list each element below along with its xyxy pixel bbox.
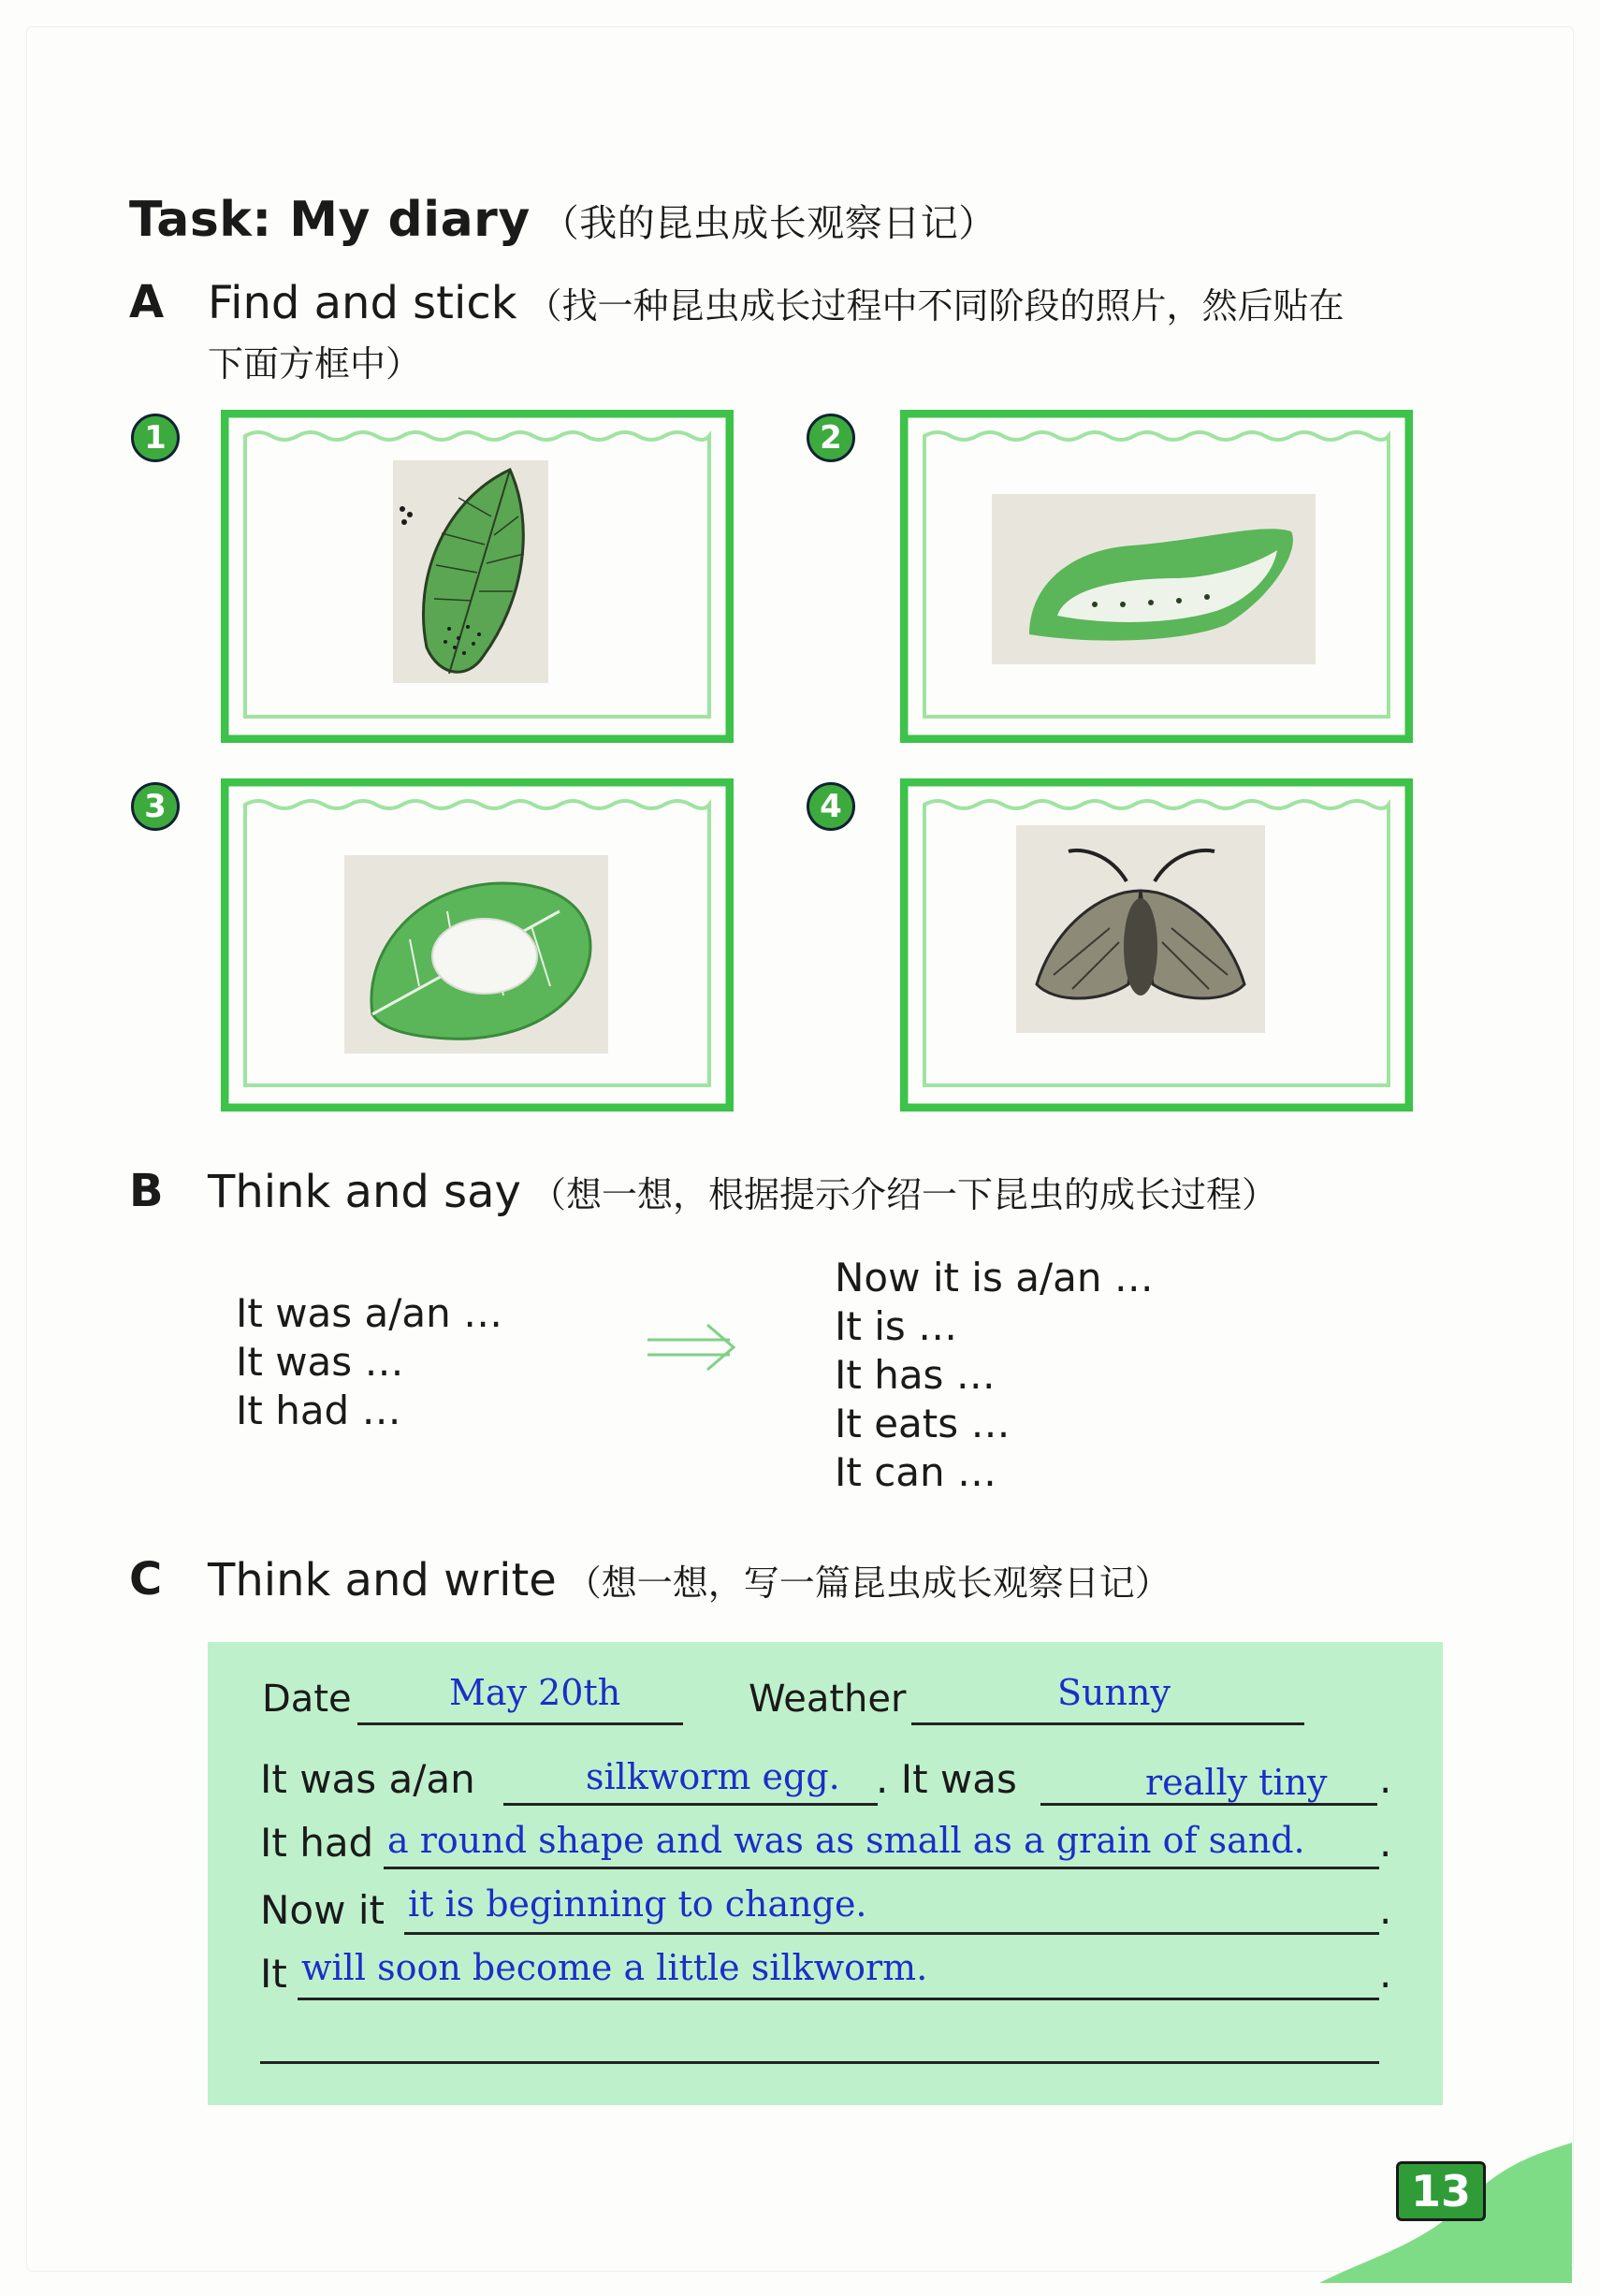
frame-3 [221,778,734,1112]
section-c-letter: C [129,1553,163,1606]
row3-field[interactable]: it is beginning to change. [408,1883,867,1925]
row2-field[interactable]: a round shape and was as small as a grain of sand. [387,1820,1305,1861]
after-cue: It eats … [835,1401,1011,1446]
after-cue: It has … [835,1352,996,1398]
before-cue: It had … [236,1388,401,1433]
date-line [357,1722,683,1725]
page-number-tab [1319,2143,1572,2287]
frame-1-number-badge: 1 [131,414,180,462]
section-a-instruction-line2: 下面方框中） [208,343,422,385]
section-a-heading [208,277,1345,329]
row1-label: It was a/an [260,1756,475,1802]
section-c-heading [208,1554,1171,1606]
row2-label: It had [260,1820,374,1866]
before-cues [236,1289,502,1435]
frame-2 [900,410,1413,743]
after-cue: It can … [835,1449,997,1495]
arrow-icon [646,1319,739,1375]
before-cue: It was … [236,1339,404,1385]
row1-field[interactable]: silkworm egg. [586,1756,840,1797]
section-c-title: Think and write [208,1554,557,1606]
weather-label: Weather [749,1678,907,1721]
row2-line [384,1867,1379,1869]
section-a-instruction: （找一种昆虫成长过程中不同阶段的照片，然后贴在 [526,285,1345,327]
cocoon-on-leaf-image [344,855,608,1054]
frame-1 [221,410,734,743]
frame-4 [900,778,1413,1112]
after-cue: It is … [835,1303,958,1349]
section-a-letter: A [129,276,165,328]
section-b-heading [208,1166,1277,1218]
frame-4-number-badge: 4 [807,782,855,831]
row2-period: . [1379,1820,1392,1866]
moth-image [1016,825,1265,1033]
row1-field2[interactable]: really tiny [1145,1762,1328,1803]
row1-period: . [1379,1756,1392,1802]
silkworm-larva-image [992,494,1316,664]
row3-line [404,1932,1379,1935]
title-chinese: （我的昆虫成长观察日记） [541,202,996,245]
weather-field[interactable]: Sunny [1057,1672,1171,1713]
before-cue: It was a/an … [236,1290,503,1336]
page-title [129,192,996,248]
row1-line [503,1803,878,1806]
diary-writing-box [208,1642,1443,2105]
row4-label: It [260,1951,287,1997]
frame-3-number-badge: 3 [131,782,180,831]
section-b-title: Think and say [208,1166,521,1218]
frame-2-number-badge: 2 [807,414,855,462]
date-label: Date [262,1678,352,1721]
section-b-instruction: （想一想，根据提示介绍一下昆虫的成长过程） [530,1174,1277,1215]
row3-label: Now it [260,1887,385,1933]
leaf-with-eggs-image [393,460,548,683]
section-b-letter: B [129,1165,164,1217]
row1-line2 [1040,1803,1377,1806]
page-number: 13 [1396,2161,1486,2221]
row4-field[interactable]: will soon become a little silkworm. [301,1947,928,1988]
date-field[interactable]: May 20th [449,1672,621,1713]
row4-line [298,1998,1379,2000]
weather-line [911,1722,1304,1725]
after-cues [835,1254,1154,1497]
after-cue: Now it is a/an … [835,1255,1154,1301]
title-english: Task: My diary [129,192,531,248]
section-a-title: Find and stick [208,277,517,329]
row1-label2: . It was [876,1756,1017,1802]
row4-period: . [1379,1951,1392,1997]
section-c-instruction: （想一想，写一篇昆虫成长观察日记） [565,1562,1171,1604]
row3-period: . [1379,1887,1392,1933]
row5-line[interactable] [260,2061,1379,2064]
